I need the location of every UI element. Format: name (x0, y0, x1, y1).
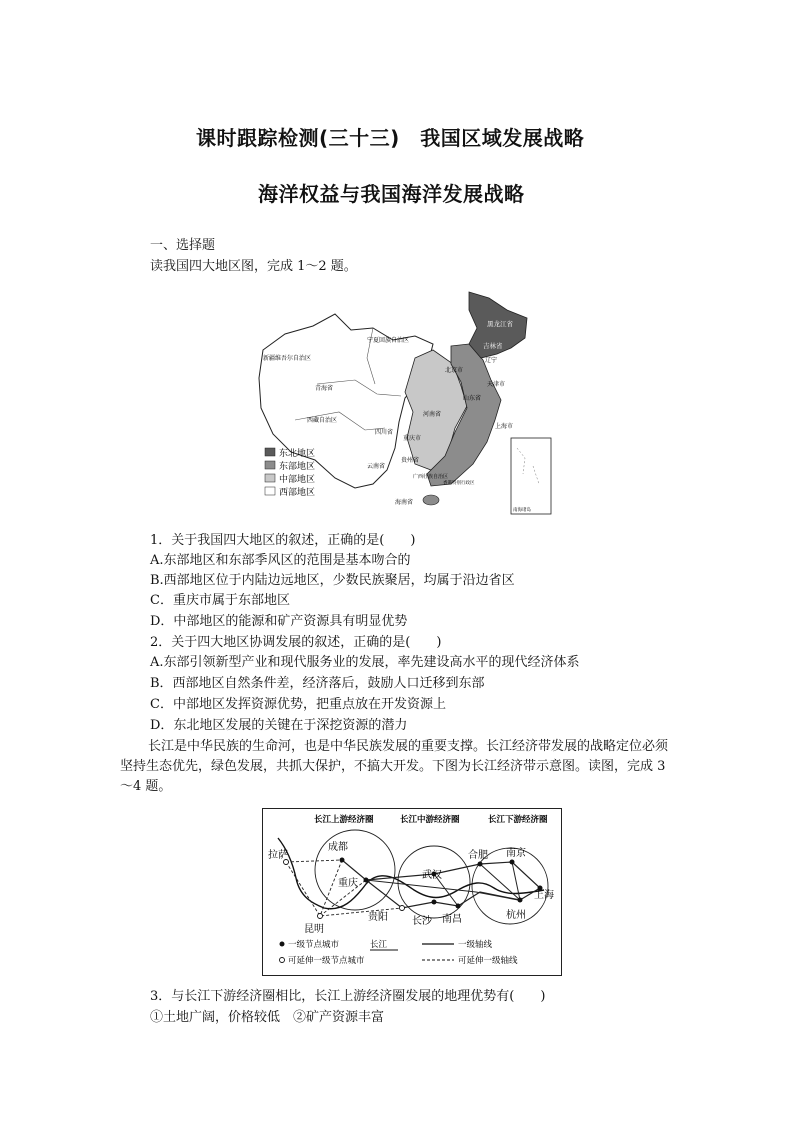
city-chongqing: 重庆 (338, 878, 358, 889)
legend-east: 东部地区 (279, 462, 316, 472)
passage: 长江是中华民族的生命河，也是中华民族发展的重要支撑。长江经济带发展的战略定位必须坚持生态优先，绿色发展，共抓大保护，不搞大开发。下图为长江经济带示意图。读图，完成 3～4 题。 (120, 739, 669, 794)
q1-option-c: C．重庆市属于东部地区 (150, 593, 290, 608)
label-hainan: 海南省 (395, 499, 414, 506)
q2-stem: 2．关于四大地区协调发展的叙述，正确的是( ) (150, 635, 442, 650)
city-nanjing: 南京 (506, 848, 526, 859)
instruction-1: 读我国四大地区图，完成 1～2 题。 (150, 259, 357, 274)
city-nanchang: 南昌 (442, 914, 462, 925)
legend-axis1: 一级轴线 (458, 940, 493, 950)
q2-option-d: D．东北地区发展的关键在于深挖资源的潜力 (150, 718, 408, 733)
q1-stem: 1．关于我国四大地区的叙述，正确的是( ) (150, 533, 416, 548)
label-hongkong: 香港特别行政区 (443, 481, 475, 486)
label-sichuan: 四川省 (375, 429, 394, 436)
city-hangzhou: 杭州 (506, 910, 526, 921)
city-kunming: 昆明 (304, 924, 324, 935)
legend-axis2: 可延伸一级轴线 (458, 956, 518, 966)
label-henan: 河南省 (423, 411, 442, 418)
city-chengdu: 成都 (328, 842, 348, 853)
label-chongqing: 重庆市 (403, 435, 422, 442)
label-shanghai: 上海市 (495, 423, 514, 430)
city-shanghai: 上海 (534, 890, 554, 901)
city-changsha: 长沙 (412, 916, 432, 927)
label-guizhou: 贵州省 (401, 457, 420, 464)
q1-option-b: B.西部地区位于内陆边远地区，少数民族聚居，均属于沿边省区 (150, 573, 515, 588)
city-wuhan: 武汉 (422, 870, 442, 881)
legend-node1: 一级节点城市 (288, 940, 340, 950)
label-beijing: 北京市 (445, 367, 464, 374)
legend-river: 长江 (370, 940, 388, 950)
city-guiyang: 贵阳 (368, 912, 388, 923)
page-title: 课时跟踪检测(三十三) 我国区域发展战略 (196, 126, 585, 150)
downstream-circle-label: 长江下游经济圈 (488, 815, 548, 825)
hainan-island (423, 495, 439, 505)
q2-option-c: C．中部地区发挥资源优势，把重点放在开发资源上 (150, 697, 446, 712)
label-shandong: 山东省 (463, 395, 482, 402)
label-heilongjiang: 黑龙江省 (487, 320, 513, 328)
yangtze-belt-diagram (262, 808, 562, 976)
q1-option-d: D．中部地区的能源和矿产资源具有明显优势 (150, 614, 408, 629)
legend-west: 西部地区 (279, 488, 316, 498)
label-liaoning: 辽宁 (485, 357, 498, 364)
q1-option-a: A.东部地区和东部季风区的范围是基本吻合的 (150, 553, 411, 568)
label-qinghai: 青海省 (315, 385, 334, 392)
label-south-sea: 南海诸岛 (513, 508, 531, 513)
legend-node2: 可延伸一级节点城市 (288, 956, 365, 966)
midstream-circle-label: 长江中游经济圈 (400, 815, 460, 825)
city-hefei: 合肥 (468, 850, 488, 861)
legend-central: 中部地区 (279, 475, 316, 485)
label-tibet: 西藏自治区 (307, 417, 338, 424)
south-sea-inset (511, 438, 551, 514)
q3-options: ①土地广阔，价格较低 ②矿产资源丰富 (150, 1010, 385, 1025)
upstream-circle-label: 长江上游经济圈 (314, 815, 374, 825)
label-yunnan: 云南省 (367, 463, 386, 470)
q2-option-b: B．西部地区自然条件差，经济落后，鼓励人口迁移到东部 (150, 676, 485, 691)
label-guangxi: 广西壮族自治区 (413, 474, 449, 480)
label-jilin: 吉林省 (483, 342, 503, 350)
q3-stem: 3．与长江下游经济圈相比，长江上游经济圈发展的地理优势有( ) (150, 989, 546, 1004)
label-xinjiang: 新疆维吾尔自治区 (263, 355, 312, 362)
label-ningxia: 宁夏回族自治区 (367, 337, 410, 344)
legend-northeast: 东北地区 (279, 449, 316, 459)
section-heading: 一、选择题 (150, 238, 216, 253)
city-lasa: 拉萨 (268, 850, 288, 861)
q2-option-a: A.东部引领新型产业和现代服务业的发展，率先建设高水平的现代经济体系 (150, 655, 580, 670)
label-tianjin: 天津市 (487, 381, 506, 388)
china-regions-map (255, 288, 555, 518)
page-subtitle: 海洋权益与我国海洋发展战略 (258, 182, 525, 206)
